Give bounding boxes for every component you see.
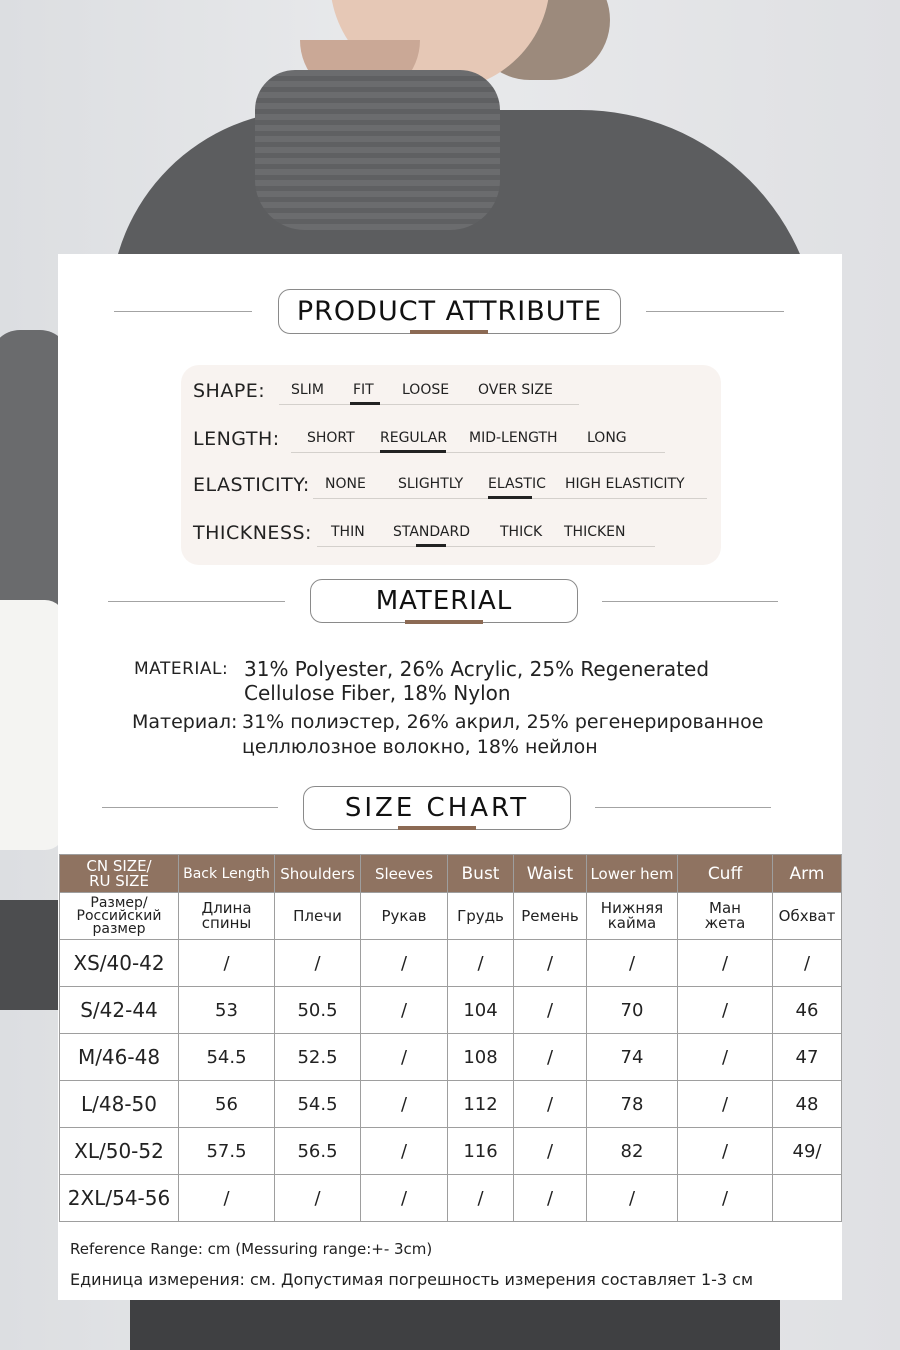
header-cell: Bust	[448, 855, 514, 893]
attribute-rule	[291, 452, 665, 453]
measurement-cell: /	[587, 1175, 678, 1222]
material-title: MATERIAL	[310, 579, 578, 623]
attribute-option-selected: REGULAR	[380, 430, 448, 446]
measurement-cell: 54.5	[275, 1081, 361, 1128]
header-ru-cell	[514, 893, 587, 940]
measurement-cell: 48	[773, 1081, 842, 1128]
size-label-cell: S/42-44	[60, 987, 179, 1034]
white-sleeve	[0, 600, 65, 850]
header-ru-text: Размер/ Российский размер	[76, 894, 162, 937]
measurement-cell: 52.5	[275, 1034, 361, 1081]
measurement-cell: /	[361, 987, 448, 1034]
header-ru-text: Длина спины	[201, 899, 252, 932]
measurement-cell: /	[678, 1128, 773, 1175]
measurement-cell: /	[678, 1175, 773, 1222]
size-row	[60, 1175, 842, 1222]
header-cell: Sleeves	[361, 855, 448, 893]
size-chart-title: SIZE CHART	[303, 786, 571, 830]
material-label-ru: Материал:	[132, 711, 238, 733]
header-cell: Lower hem	[587, 855, 678, 893]
header-cell: Waist	[514, 855, 587, 893]
header-ru-text: Нижняя кайма	[600, 899, 664, 932]
material-composition-ru: 31% полиэстер, 26% акрил, 25% регенерированное	[242, 711, 764, 733]
header-ru-cell	[448, 893, 514, 940]
header-ru-text: Плечи	[293, 906, 342, 925]
measurement-cell: 53	[179, 987, 275, 1034]
header-cell: Arm	[773, 855, 842, 893]
heading-rule-right	[602, 601, 778, 602]
measurement-cell: 56	[179, 1081, 275, 1128]
measurement-cell: 47	[773, 1034, 842, 1081]
measurement-cell: 49/	[773, 1128, 842, 1175]
attribute-option: LONG	[587, 430, 627, 446]
measurement-cell: /	[448, 940, 514, 987]
size-row	[60, 1034, 842, 1081]
measurement-cell: 112	[448, 1081, 514, 1128]
header-cn-size: CN SIZE/	[86, 856, 152, 875]
measurement-cell: /	[587, 940, 678, 987]
size-chart-table	[59, 854, 842, 1222]
attribute-option: NONE	[325, 476, 366, 492]
measurement-cell: /	[773, 940, 842, 987]
product-attribute-title: PRODUCT ATTRIBUTE	[278, 289, 621, 334]
measurement-cell: 82	[587, 1128, 678, 1175]
measurement-cell: 70	[587, 987, 678, 1034]
turtleneck-collar	[255, 70, 500, 230]
header-row-ru	[60, 893, 842, 940]
size-row	[60, 940, 842, 987]
measurement-cell: 50.5	[275, 987, 361, 1034]
size-row	[60, 1128, 842, 1175]
header-row-en	[60, 855, 842, 893]
attribute-label: THICKNESS:	[193, 522, 312, 544]
attribute-rule	[279, 404, 579, 405]
title-accent-bar	[398, 826, 476, 830]
measurement-cell: /	[448, 1175, 514, 1222]
measurement-cell: /	[514, 1175, 587, 1222]
measurement-cell: /	[678, 987, 773, 1034]
header-ru-cell	[361, 893, 448, 940]
attribute-option-selected: STANDARD	[393, 524, 471, 540]
header-ru-text: Ремень	[521, 906, 579, 925]
measurement-cell: /	[678, 940, 773, 987]
heading-rule-left	[114, 311, 252, 312]
measurement-cell: 116	[448, 1128, 514, 1175]
measurement-cell: /	[179, 940, 275, 987]
heading-rule-left	[108, 601, 285, 602]
size-label-cell: XL/50-52	[60, 1128, 179, 1175]
attribute-option: THICKEN	[564, 524, 626, 540]
size-table-body	[60, 940, 842, 1222]
attribute-option: OVER SIZE	[478, 382, 553, 398]
header-cell: Cuff	[678, 855, 773, 893]
size-row	[60, 1081, 842, 1128]
selected-marker	[416, 544, 446, 547]
measurement-cell: 46	[773, 987, 842, 1034]
size-label-cell: M/46-48	[60, 1034, 179, 1081]
size-label-cell: 2XL/54-56	[60, 1175, 179, 1222]
measurement-cell: 57.5	[179, 1128, 275, 1175]
measurement-cell: /	[678, 1081, 773, 1128]
attribute-label: ELASTICITY:	[193, 474, 310, 496]
header-cell	[60, 855, 179, 893]
measurement-cell: 108	[448, 1034, 514, 1081]
measurement-cell: 104	[448, 987, 514, 1034]
measurement-cell: /	[275, 940, 361, 987]
attribute-rule	[317, 546, 655, 547]
attribute-option: SLIGHTLY	[398, 476, 464, 492]
attribute-option-selected: ELASTIC	[488, 476, 546, 492]
header-ru-size: RU SIZE	[89, 871, 149, 890]
selected-marker	[350, 402, 380, 405]
reference-note-ru: Единица измерения: см. Допустимая погрешность измерения составляет 1-3 см	[70, 1270, 754, 1289]
measurement-cell: /	[275, 1175, 361, 1222]
attribute-option: HIGH ELASTICITY	[565, 476, 685, 492]
size-row	[60, 987, 842, 1034]
header-ru-text: Ман жета	[704, 899, 746, 932]
material-composition-ru-cont: целлюлозное волокно, 18% нейлон	[242, 736, 598, 758]
measurement-cell: /	[514, 940, 587, 987]
attribute-option: THIN	[331, 524, 365, 540]
header-cell: Back Length	[179, 855, 275, 893]
attribute-option: LOOSE	[402, 382, 450, 398]
measurement-cell: 74	[587, 1034, 678, 1081]
material-composition-en-cont: Cellulose Fiber, 18% Nylon	[244, 681, 511, 705]
header-ru-cell	[773, 893, 842, 940]
header-ru-cell	[60, 893, 179, 940]
attribute-label: SHAPE:	[193, 380, 266, 402]
heading-rule-right	[646, 311, 784, 312]
header-ru-cell	[179, 893, 275, 940]
heading-rule-left	[102, 807, 278, 808]
size-label-cell: L/48-50	[60, 1081, 179, 1128]
attribute-option-selected: FIT	[353, 382, 374, 398]
material-composition-en: 31% Polyester, 26% Acrylic, 25% Regenerated	[244, 657, 710, 681]
measurement-cell: /	[361, 1081, 448, 1128]
material-label-en: MATERIAL:	[134, 659, 229, 679]
measurement-cell: /	[361, 1175, 448, 1222]
measurement-cell: /	[678, 1034, 773, 1081]
selected-marker	[488, 496, 532, 499]
attribute-option: MID-LENGTH	[469, 430, 558, 446]
header-ru-cell	[587, 893, 678, 940]
attribute-option: SHORT	[307, 430, 355, 446]
measurement-cell: 56.5	[275, 1128, 361, 1175]
header-ru-text: Обхват	[778, 906, 836, 925]
header-ru-text: Грудь	[457, 906, 504, 925]
measurement-cell	[773, 1175, 842, 1222]
attributes-panel	[181, 365, 721, 565]
measurement-cell: /	[514, 1034, 587, 1081]
header-ru-cell	[275, 893, 361, 940]
attribute-label: LENGTH:	[193, 428, 280, 450]
size-label-cell: XS/40-42	[60, 940, 179, 987]
measurement-cell: /	[514, 1081, 587, 1128]
selected-marker	[380, 450, 446, 453]
title-accent-bar	[405, 620, 483, 624]
measurement-cell: /	[361, 1034, 448, 1081]
measurement-cell: /	[361, 1128, 448, 1175]
title-accent-bar	[410, 330, 488, 334]
measurement-cell: 54.5	[179, 1034, 275, 1081]
measurement-cell: 78	[587, 1081, 678, 1128]
header-cell: Shoulders	[275, 855, 361, 893]
attribute-option: THICK	[500, 524, 543, 540]
heading-rule-right	[595, 807, 771, 808]
info-card	[58, 254, 842, 1300]
reference-note-en: Reference Range: cm (Messuring range:+- 3cm)	[70, 1240, 433, 1258]
header-ru-text: Рукав	[381, 906, 427, 925]
measurement-cell: /	[514, 1128, 587, 1175]
model-lower-arm	[0, 900, 60, 1010]
measurement-cell: /	[179, 1175, 275, 1222]
attribute-option: SLIM	[291, 382, 324, 398]
header-ru-cell	[678, 893, 773, 940]
measurement-cell: /	[361, 940, 448, 987]
measurement-cell: /	[514, 987, 587, 1034]
